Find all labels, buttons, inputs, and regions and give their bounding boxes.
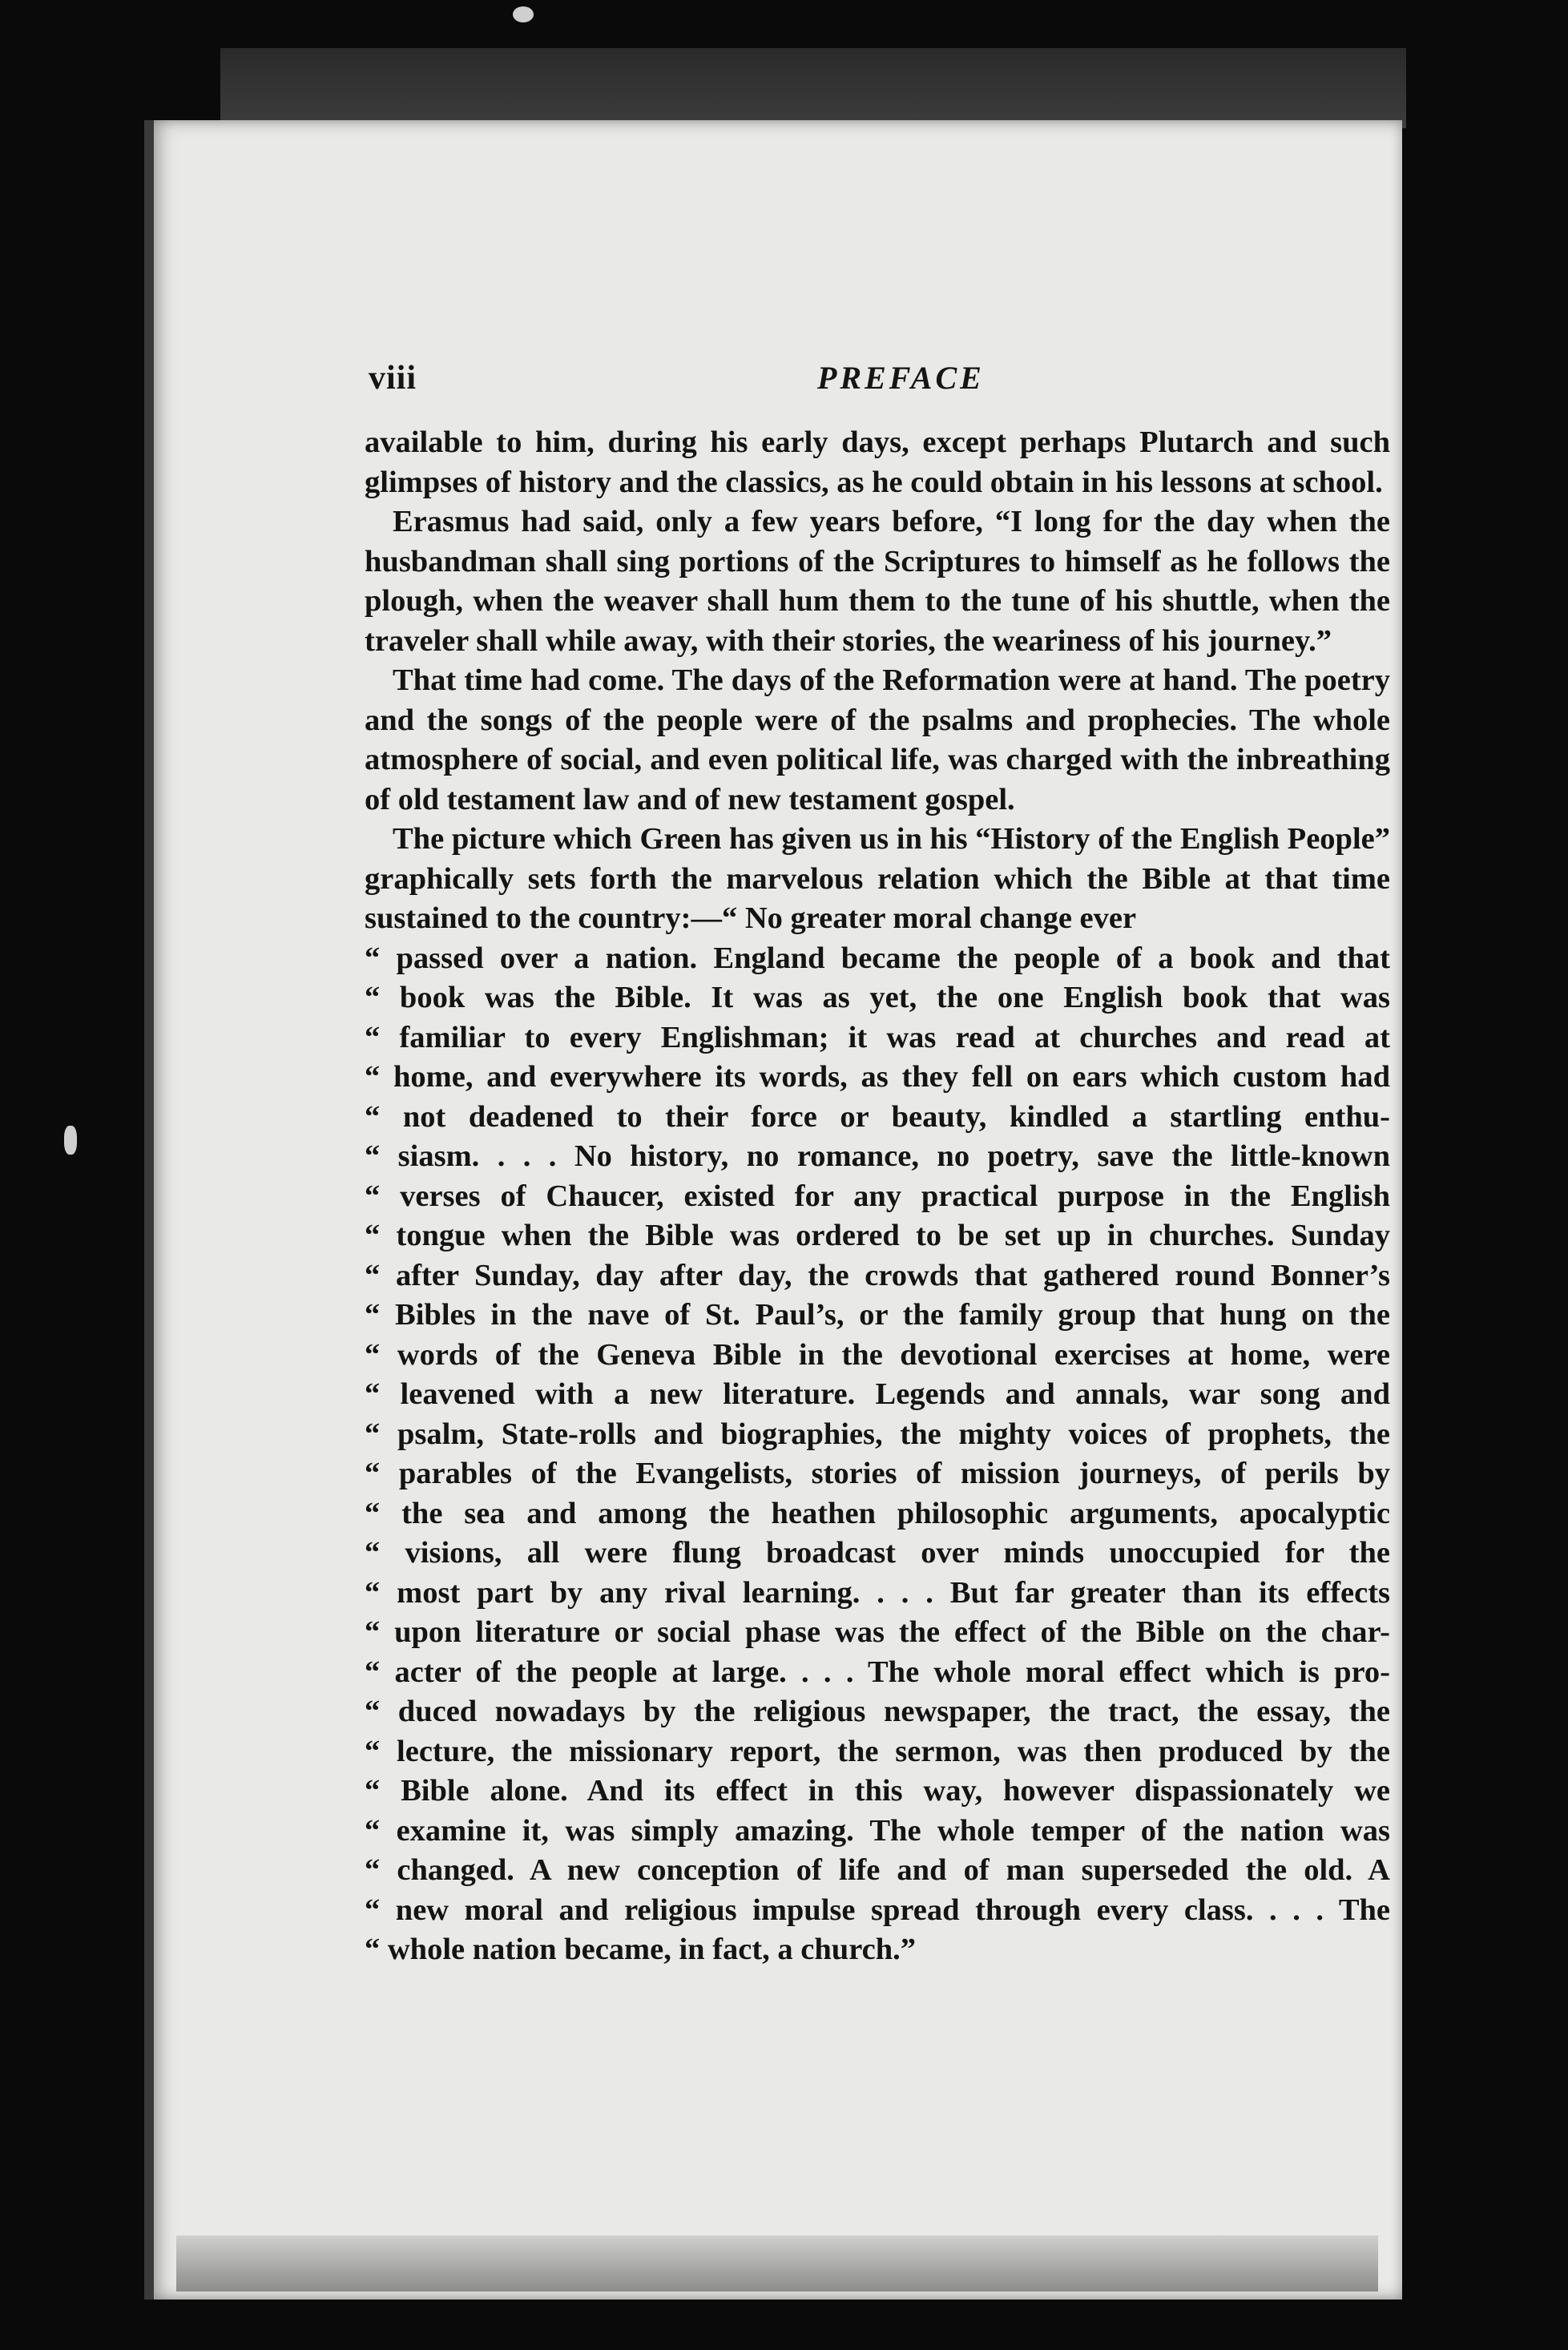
quote-line: “ Bible alone. And its effect in this way, however dispassionately we: [365, 1774, 1390, 1808]
paragraph: Erasmus had said, only a few years before, “I long for the day when the husbandman shall sing portions of the Scriptures to himself as he follows the plough, when the weaver shall hum them to the tune of his shuttle, when the traveler shall while away, with their stories, the weariness of his journey.”: [365, 505, 1390, 658]
quote-line: “ changed. A new conception of life and of man superseded the old. A: [365, 1853, 1390, 1887]
quote-line: “ home, and everywhere its words, as they fell on ears which custom had: [365, 1060, 1390, 1094]
quote-line: “ familiar to every Englishman; it was read at churches and read at: [365, 1020, 1390, 1054]
quote-line: “ verses of Chaucer, existed for any practical purpose in the English: [365, 1179, 1390, 1213]
quote-line: “ passed over a nation. England became the people of a book and that: [365, 941, 1390, 975]
quote-line: “ Bibles in the nave of St. Paul’s, or the family group that hung on the: [365, 1298, 1390, 1332]
quote-line: “ duced nowadays by the religious newspaper, the tract, the essay, the: [365, 1695, 1390, 1728]
page-number: viii: [369, 360, 417, 397]
paragraph: available to him, during his early days, except perhaps Plutarch and such glimpses of history and the classics, as he could obtain in his lessons at school.: [365, 425, 1390, 499]
book-edge-shadow: [220, 48, 1406, 128]
page-gutter-edge: [144, 120, 154, 2300]
quote-line: “ not deadened to their force or beauty, kindled a startling enthu-: [365, 1099, 1390, 1134]
quote-line: “ parables of the Evangelists, stories of mission journeys, of perils by: [365, 1457, 1390, 1490]
quote-line: “ psalm, State-rolls and biographies, the mighty voices of prophets, the: [365, 1417, 1390, 1451]
quote-line: “ siasm. . . . No history, no romance, no poetry, save the little-known: [365, 1139, 1390, 1173]
quote-line: “ words of the Geneva Bible in the devotional exercises at home, were: [365, 1337, 1390, 1372]
scan-artifact-speck: [513, 6, 534, 22]
quote-line: “ tongue when the Bible was ordered to be set up in churches. Sunday: [365, 1219, 1390, 1252]
page-header: [369, 353, 1394, 409]
scan-artifact-speck: [64, 1126, 77, 1155]
body-text: [365, 423, 1390, 1970]
quote-line: “ upon literature or social phase was the effect of the Bible on the char-: [365, 1615, 1390, 1649]
quote-line: “ leavened with a new literature. Legends and annals, war song and: [365, 1377, 1390, 1411]
quote-line: “ most part by any rival learning. . . . But far greater than its effects: [365, 1575, 1390, 1610]
quote-line: “ new moral and religious impulse spread through every class. . . . The: [365, 1892, 1390, 1927]
quote-line: “ visions, all were flung broadcast over minds unoccupied for the: [365, 1536, 1390, 1570]
quote-line: “ examine it, was simply amazing. The whole temper of the nation was: [365, 1813, 1390, 1848]
paragraph: The picture which Green has given us in his “History of the English People” graphically sets forth the marvelous relation which the Bible at that time sustained to the country:—“ No greater moral change ever: [365, 822, 1390, 935]
quote-line: “ whole nation became, in fact, a church.”: [365, 1933, 916, 1966]
quote-line: “ after Sunday, day after day, the crowds that gathered round Bonner’s: [365, 1258, 1390, 1292]
block-quote: [365, 939, 1390, 1970]
page-bottom-edge: [176, 2235, 1378, 2292]
quote-line: “ the sea and among the heathen philosophic arguments, apocalyptic: [365, 1496, 1390, 1530]
quote-line: “ lecture, the missionary report, the sermon, was then produced by the: [365, 1734, 1390, 1768]
quote-line: “ book was the Bible. It was as yet, the one English book that was: [365, 981, 1390, 1014]
paragraph: That time had come. The days of the Reformation were at hand. The poetry and the songs of the people were of the psalms and prophecies. The whole atmosphere of social, and even political life, was charged with the inbreathing of old testament law and of new testament gospel.: [365, 663, 1390, 816]
running-head: PREFACE: [817, 360, 985, 396]
quote-line: “ acter of the people at large. . . . The whole moral effect which is pro-: [365, 1655, 1390, 1689]
